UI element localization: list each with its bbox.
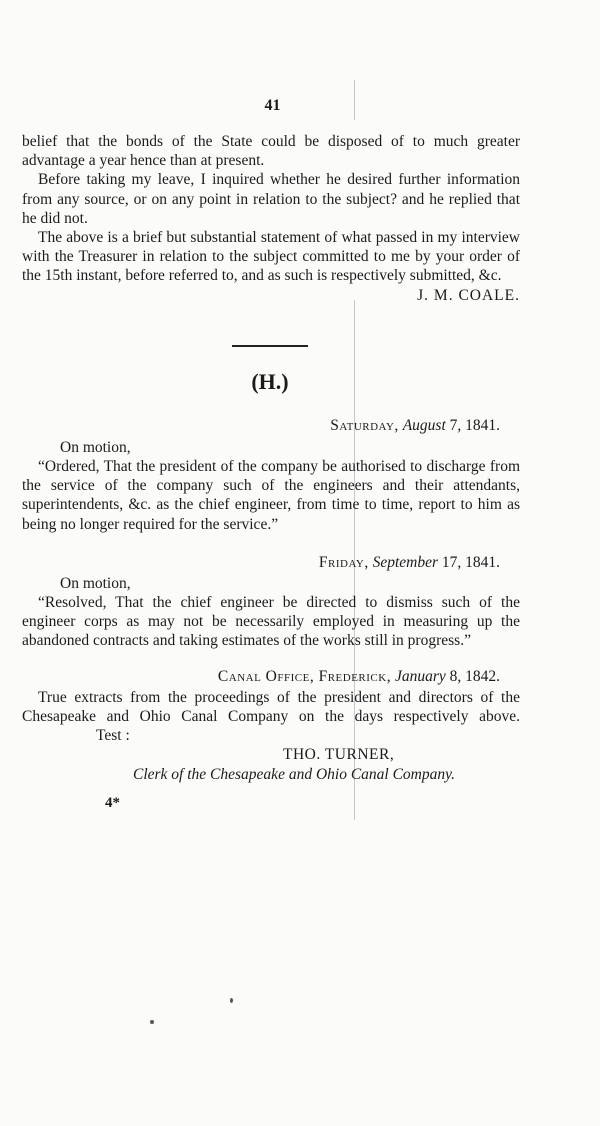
entry-month: September bbox=[372, 554, 438, 571]
entry-day: Saturday, bbox=[330, 417, 399, 434]
paragraph: Before taking my leave, I inquired whether he desired further information from any source, or on any point in relation to the subject? and he replied that he did not. bbox=[22, 171, 520, 227]
sheet-signature-mark: 4* bbox=[105, 795, 120, 811]
signature: J. M. COALE. bbox=[417, 286, 520, 304]
ink-speck bbox=[150, 1020, 154, 1024]
certification-day-year: 8, 1842. bbox=[449, 668, 500, 685]
test-label: Test : bbox=[96, 727, 130, 745]
certification-text bbox=[22, 688, 520, 746]
signer-name: THO. TURNER, bbox=[283, 746, 395, 763]
resolution: “Resolved, That the chief engineer be directed to dismiss such of the engineer corps as may not be necessarily employed in measuring up the abandoned contracts and taking estimates of the works still in progress.” bbox=[22, 594, 520, 650]
letter-text bbox=[22, 132, 520, 305]
page-number: 41 bbox=[264, 97, 281, 114]
motion-label: On motion, bbox=[60, 575, 131, 592]
entry-month: August bbox=[402, 417, 446, 434]
certification-paragraph bbox=[22, 688, 520, 746]
entry-day: Friday, bbox=[318, 554, 369, 571]
entry-date bbox=[330, 416, 500, 435]
paragraph bbox=[22, 228, 520, 304]
motion-label: On motion, bbox=[60, 439, 131, 456]
paragraph-text: The above is a brief but substantial statement of what passed in my interview with the Treasurer in relation to the subject committed to me by your order of the 15th instant, before referred to, and as such is respectively submitted, &c. bbox=[22, 229, 520, 285]
certification-date bbox=[218, 667, 500, 686]
office-place: Canal Office, Frederick, bbox=[217, 668, 392, 685]
signer-title: Clerk of the Chesapeake and Ohio Canal Company. bbox=[133, 766, 456, 783]
entry-date bbox=[319, 553, 500, 572]
entry-day-year: 7, 1841. bbox=[449, 417, 500, 434]
section-divider bbox=[232, 345, 308, 347]
certification-body: True extracts from the proceedings of the president and directors of the Chesapeake and Ohio Canal Company on the days respectively above. bbox=[22, 689, 520, 726]
ink-speck bbox=[230, 998, 233, 1003]
entry-day-year: 17, 1841. bbox=[441, 554, 500, 571]
resolution-text bbox=[22, 593, 520, 651]
paragraph: belief that the bonds of the State could be disposed of to much greater advantage a year hence than at present. bbox=[22, 133, 520, 170]
resolution-text bbox=[22, 457, 520, 534]
resolution: “Ordered, That the president of the company be authorised to discharge from the service of the company such of the engineers and their attendants, superintendents, &c. as the chief engineer, from time to time, report to him as being no longer required for the service.” bbox=[22, 458, 520, 533]
certification-month: January bbox=[394, 668, 446, 685]
section-heading: (H.) bbox=[251, 369, 289, 394]
